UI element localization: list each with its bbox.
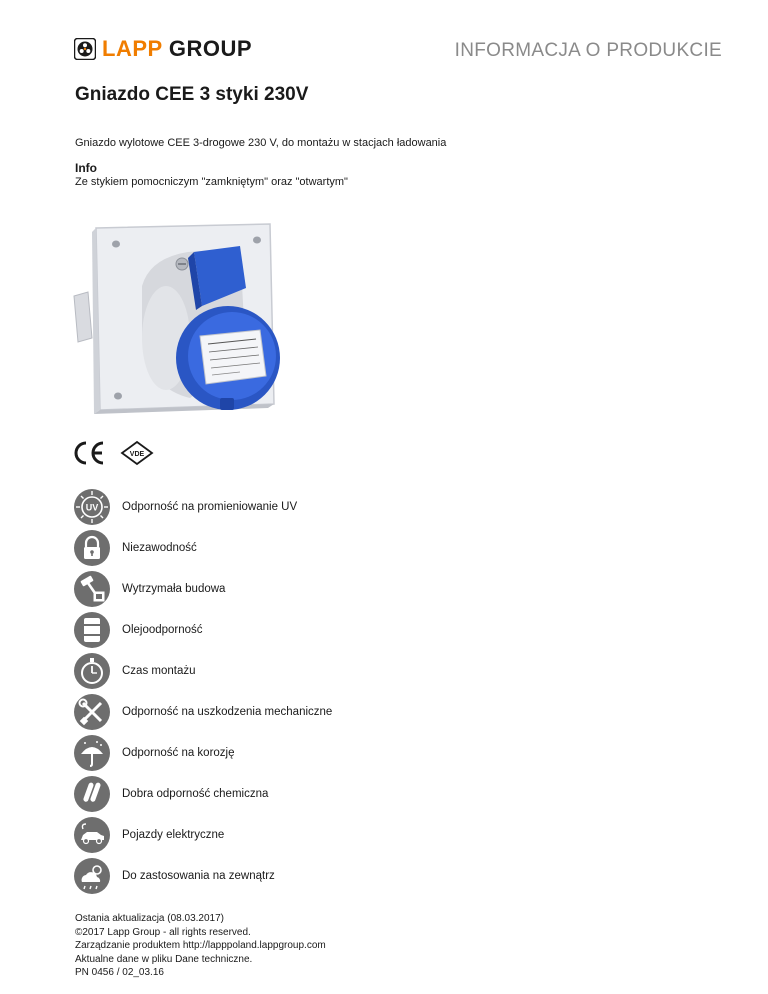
feature-label: Do zastosowania na zewnątrz bbox=[122, 870, 275, 882]
product-title: Gniazdo CEE 3 styki 230V bbox=[75, 84, 309, 105]
corrosion-icon bbox=[73, 734, 111, 772]
footer-product-management: Zarządzanie produktem http://lapppoland.lappgroup.com bbox=[75, 940, 326, 951]
feature-label: Odporność na korozję bbox=[122, 747, 235, 759]
feature-item bbox=[73, 611, 203, 649]
feature-label: Odporność na promieniowanie UV bbox=[122, 501, 298, 513]
feature-item bbox=[73, 488, 297, 526]
footer-technical-data-note: Aktualne dane w pliku Dane techniczne. bbox=[75, 953, 253, 965]
ce-mark-icon bbox=[72, 438, 106, 468]
feature-item bbox=[73, 570, 225, 608]
outdoor-weather-icon bbox=[73, 857, 111, 895]
info-heading: Info bbox=[75, 161, 97, 175]
stopwatch-icon bbox=[73, 652, 111, 690]
footer-document-number: PN 0456 / 02_03.16 bbox=[75, 967, 164, 978]
footer-last-update: Ostania aktualizacja (08.03.2017) bbox=[75, 913, 224, 924]
certification-marks bbox=[72, 438, 154, 468]
oil-barrel-icon bbox=[73, 611, 111, 649]
feature-label: Pojazdy elektryczne bbox=[122, 829, 225, 841]
test-tubes-icon bbox=[73, 775, 111, 813]
uv-resistance-icon bbox=[73, 488, 111, 526]
feature-label: Olejoodporność bbox=[122, 624, 203, 636]
lapp-group-logo bbox=[74, 36, 252, 62]
document-type-label: INFORMACJA O PRODUKCIE bbox=[454, 40, 722, 61]
padlock-icon bbox=[73, 529, 111, 567]
feature-item bbox=[73, 693, 332, 731]
feature-label: Czas montażu bbox=[122, 665, 196, 677]
hammer-icon bbox=[73, 570, 111, 608]
vde-mark-icon bbox=[120, 439, 154, 467]
lapp-logo-icon bbox=[74, 38, 96, 60]
logo-lapp-text: LAPP bbox=[102, 36, 163, 61]
document-footer bbox=[75, 912, 326, 980]
tools-icon bbox=[73, 693, 111, 731]
feature-item bbox=[73, 775, 268, 813]
feature-item bbox=[73, 816, 224, 854]
feature-item bbox=[73, 734, 235, 772]
electric-car-icon bbox=[73, 816, 111, 854]
feature-item bbox=[73, 652, 196, 690]
svg-text:VDE: VDE bbox=[129, 451, 145, 458]
feature-label: Dobra odporność chemiczna bbox=[122, 788, 269, 800]
product-description: Gniazdo wylotowe CEE 3-drogowe 230 V, do montażu w stacjach ładowania bbox=[75, 137, 447, 149]
footer-copyright: ©2017 Lapp Group - all rights reserved. bbox=[75, 926, 251, 938]
logo-group-text: GROUP bbox=[168, 36, 253, 61]
feature-label: Odporność na uszkodzenia mechaniczne bbox=[122, 706, 333, 718]
product-image-cee-socket bbox=[70, 218, 300, 428]
feature-item bbox=[73, 857, 275, 895]
svg-text:UV: UV bbox=[85, 502, 99, 513]
info-text: Ze stykiem pomocniczym "zamkniętym" oraz "otwartym" bbox=[75, 176, 348, 188]
feature-item bbox=[73, 529, 197, 567]
feature-label: Wytrzymała budowa bbox=[122, 583, 226, 595]
feature-label: Niezawodność bbox=[122, 542, 197, 554]
